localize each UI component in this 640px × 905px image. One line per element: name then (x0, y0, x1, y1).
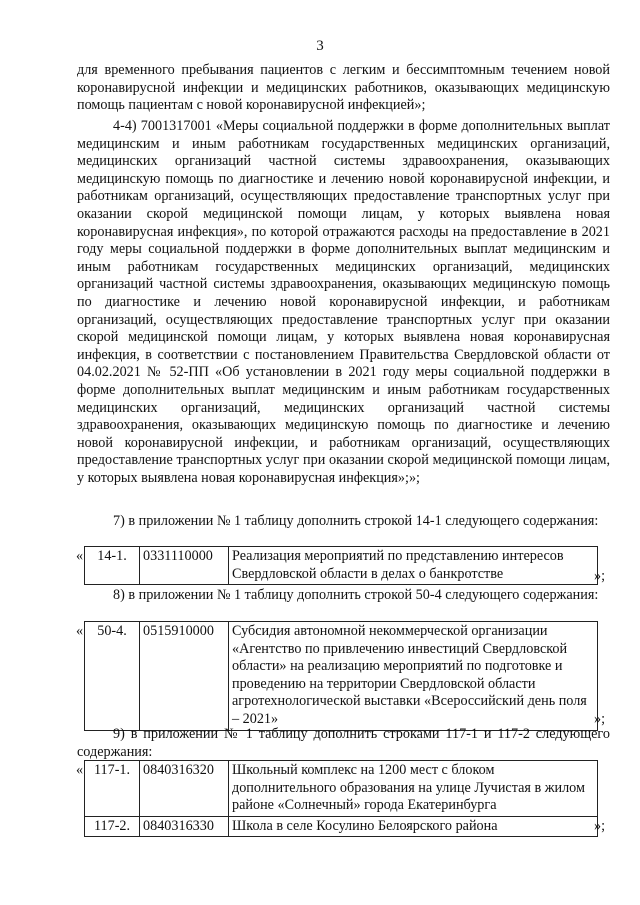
row-text: Школьный комплекс на 1200 мест с блоком дополнительного образования на улице Лучистая в жилом районе «Солнечный» города Екатеринбурга (229, 761, 598, 817)
quote-close-14-1: »; (594, 568, 606, 584)
paragraph-8: 8) в приложении № 1 таблицу дополнить строкой 50-4 следующего содержания: (113, 587, 599, 603)
paragraph-4-4: 4-4) 7001317001 «Меры социальной поддержки в форме дополнительных выплат медицинским и иным работникам государственных медицинских организаций, медицинских организаций частной системы здравоохранения, оказывающих медицинскую помощь по диагностике и лечению новой коронавирусной инфекции, и работникам организаций, осуществляющих предоставление транспортных услуг при оказании скорой медицинской помощи лицам, у которых выявлена новая коронавирусная инфекция», по которой отражаются расходы на предоставление в 2021 году меры социальной поддержки в форме дополнительных выплат медицинским и иным работникам государственных медицинских организаций, медицинских организаций частной системы здравоохранения, оказывающих медицинскую помощь по диагностике и лечению новой коронавирусной инфекции, и работникам организаций, осуществляющих предоставление транспортных услуг при оказании скорой медицинской помощи лицам, у которых выявлена новая коронавирусная инфекция, в соответствии с постановлением Правительства Свердловской области от 04.02.2021 № 52-ПП «Об установлении в 2021 году меры социальной поддержки в форме дополнительных выплат медицинским и иным работникам государственных медицинских организаций, медицинских организаций частной системы здравоохранения, оказывающих медицинскую помощь по диагностике и лечению новой коронавирусной инфекции, и работникам организаций, осуществляющих предоставление транспортных услуг при оказании скорой медицинской помощи лицам, у которых выявлена новая коронавирусная инфекция»;»; (77, 118, 610, 486)
paragraph-continuation: для временного пребывания пациентов с легким и бессимптомным течением новой коронавирусной инфекции и медицинских работников, оказывающих медицинскую помощь пациентам с новой коронавирусной инфекцией»; (77, 62, 610, 114)
row-text: Субсидия автономной некоммерческой организации «Агентство по привлечению инвестиций Свердловской области» на реализацию мероприятий по подготовке и проведению на территории Свердловской области агротехнологической выставки «Всероссийский день поля – 2021» (229, 622, 598, 731)
paragraph-9: 9) в приложении № 1 таблицу дополнить строками 117-1 и 117-2 следующего содержания: (77, 726, 610, 760)
row-code: 0515910000 (140, 622, 229, 731)
page-number: 3 (316, 38, 324, 54)
row-code: 0840316320 (140, 761, 229, 817)
paragraph-7: 7) в приложении № 1 таблицу дополнить строкой 14-1 следующего содержания: (113, 513, 599, 529)
table-row (85, 622, 598, 731)
row-number: 14-1. (85, 547, 140, 585)
quote-open-117: « (76, 762, 84, 778)
quote-close-117: »; (594, 818, 606, 834)
row-code: 0840316330 (140, 816, 229, 837)
row-code: 0331110000 (140, 547, 229, 585)
row-number: 117-1. (85, 761, 140, 817)
table-row (85, 547, 598, 585)
table-row-50-4 (84, 621, 598, 731)
row-text: Реализация мероприятий по представлению интересов Свердловской области в делах о банкротстве (229, 547, 598, 585)
quote-open-14-1: « (76, 548, 84, 564)
row-number: 117-2. (85, 816, 140, 837)
table-row (85, 816, 598, 837)
row-text: Школа в селе Косулино Белоярского района (229, 816, 598, 837)
quote-close-50-4: »; (594, 711, 606, 727)
table-row (85, 761, 598, 817)
table-row-14-1 (84, 546, 598, 585)
table-rows-117 (84, 760, 598, 837)
row-number: 50-4. (85, 622, 140, 731)
quote-open-50-4: « (76, 623, 84, 639)
